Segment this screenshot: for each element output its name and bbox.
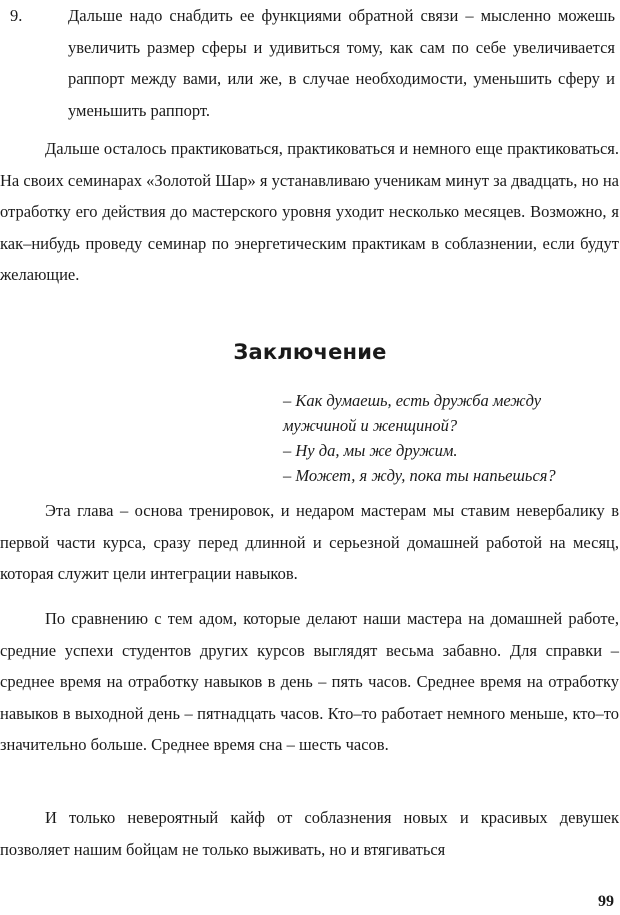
- epigraph-line: мужчиной и женщиной?: [283, 416, 458, 435]
- epigraph-line: – Как думаешь, есть дружба между: [283, 391, 542, 410]
- paragraph-chapter: Эта глава – основа тренировок, и недаром мастерам мы ставим невербалику в первой части курса, сразу перед длинной и серьезной домашней работой на месяц, которая служит цели интеграции навыков.: [0, 501, 619, 583]
- paragraph-practice: Дальше осталось практиковаться, практиковаться и немного еще практиковаться. На своих семинарах «Золотой Шар» я устанавливаю ученикам минут за двадцать, но на отработку его действия до мастерского уровня уходит несколько месяцев. Возможно, я как–нибудь проведу семинар по энергетическим практикам в соблазнении, если будут желающие.: [0, 139, 619, 284]
- paragraph-comparison: По сравнению с тем адом, которые делают наши мастера на домашней работе, средние успехи студентов других курсов выглядят весьма забавно. Для справки – среднее время на отработку навыков в день – пять часов. Среднее время на отработку навыков в выходной день – пятнадцать часов. Кто–то работает немного меньше, кто–то значительно больше. Среднее время сна – шесть часов.: [0, 609, 619, 754]
- paragraph-final: И только невероятный кайф от соблазнения новых и красивых девушек позволяет нашим бойцам не только выживать, но и втягиваться: [0, 808, 619, 859]
- epigraph-line: – Может, я жду, пока ты напьешься?: [283, 466, 556, 485]
- list-item-text: Дальше надо снабдить ее функциями обратной связи – мысленно можешь увеличить размер сферы и удивиться тому, как сам по себе увеличивается раппорт между вами, или же, в случае необходимости, уменьшить сферу и уменьшить раппорт.: [68, 6, 615, 120]
- page-number: 99: [598, 893, 614, 910]
- epigraph: [283, 388, 618, 488]
- list-item-number: 9.: [10, 6, 23, 25]
- epigraph-line: – Ну да, мы же дружим.: [283, 441, 458, 460]
- list-item-9: [10, 0, 615, 126]
- section-heading: Заключение: [233, 340, 387, 364]
